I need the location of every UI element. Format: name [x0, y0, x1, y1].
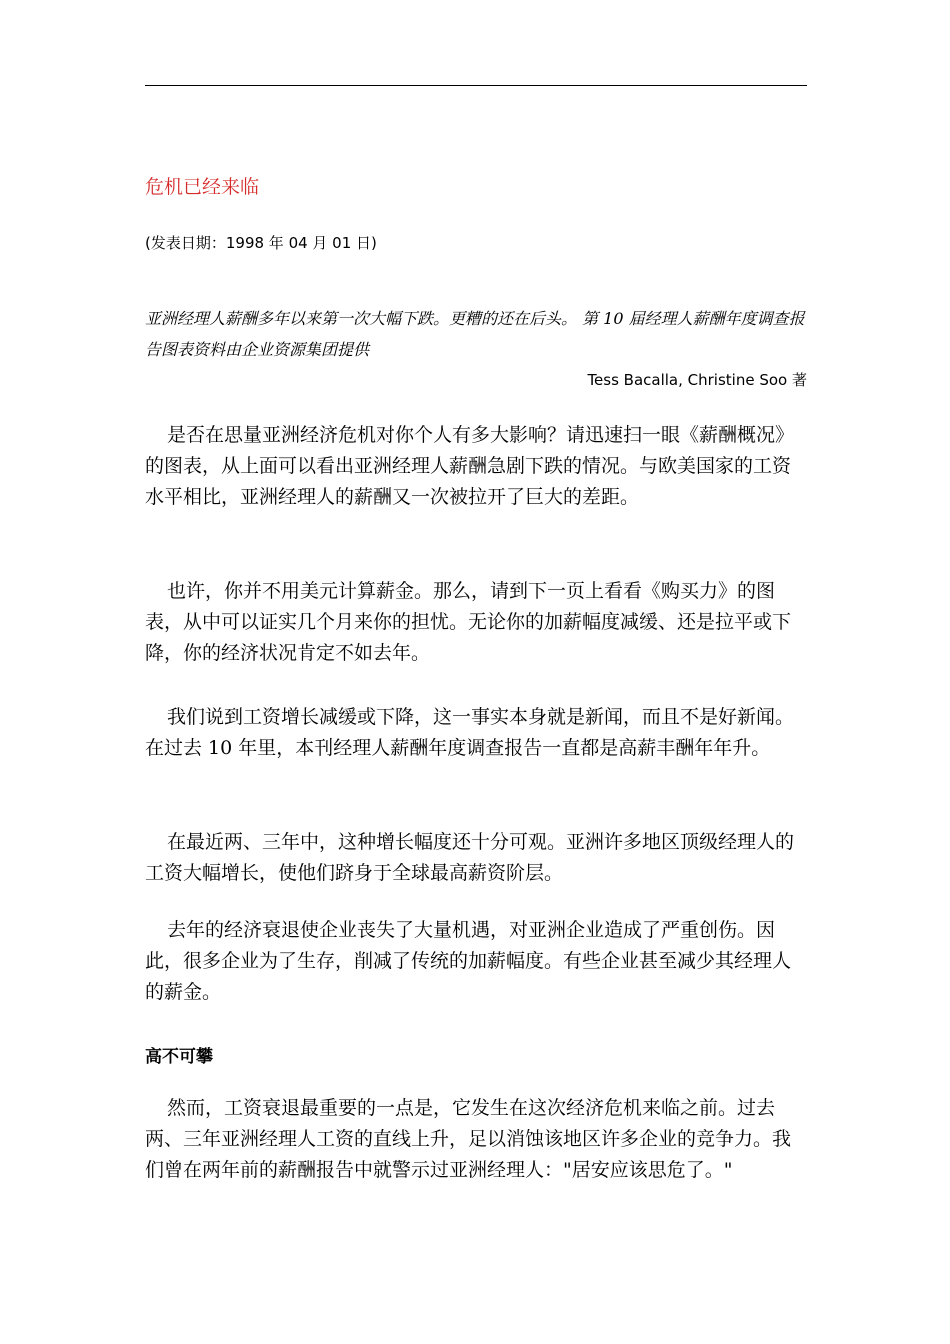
paragraph-text: 也许，你并不用美元计算薪金。那么，请到下一页上看看《购买力》的图表，从中可以证实几个月来你的担忧。无论你的加薪幅度减缓、还是拉平或下降，你的经济状况肯定不如去年。: [145, 580, 792, 664]
body-paragraph-1: [145, 420, 807, 513]
body-paragraph-2: [145, 576, 807, 669]
body-paragraph-5: [145, 915, 807, 1008]
publication-date: (发表日期：1998 年 04 月 01 日): [145, 234, 377, 252]
body-paragraph-4: [145, 827, 807, 889]
article-summary: 亚洲经理人薪酬多年以来第一次大幅下跌。更糟的还在后头。 第 10 届经理人薪酬年度调查报告图表资料由企业资源集团提供: [145, 309, 805, 359]
body-paragraph-3: [145, 702, 807, 764]
section-subheading: 高不可攀: [145, 1047, 213, 1067]
document-page: [145, 0, 807, 1344]
paragraph-text: 是否在思量亚洲经济危机对你个人有多大影响？请迅速扫一眼《薪酬概况》的图表，从上面可以看出亚洲经理人薪酬急剧下跌的情况。与欧美国家的工资水平相比，亚洲经理人的薪酬又一次被拉开了巨大的差距。: [145, 424, 795, 508]
article-byline: Tess Bacalla, Christine Soo 著: [587, 371, 807, 389]
paragraph-text: 我们说到工资增长减缓或下降，这一事实本身就是新闻，而且不是好新闻。在过去 10 年里，本刊经理人薪酬年度调查报告一直都是高薪丰酬年年升。: [145, 706, 795, 759]
paragraph-text: 然而，工资衰退最重要的一点是，它发生在这次经济危机来临之前。过去两、三年亚洲经理人工资的直线上升，足以消蚀该地区许多企业的竞争力。我们曾在两年前的薪酬报告中就警示过亚洲经理人："居安应该思危了。": [145, 1097, 792, 1181]
article-title: 危机已经来临: [145, 176, 260, 198]
paragraph-text: 去年的经济衰退使企业丧失了大量机遇，对亚洲企业造成了严重创伤。因此，很多企业为了生存，削减了传统的加薪幅度。有些企业甚至减少其经理人的薪金。: [145, 919, 792, 1003]
body-paragraph-6: [145, 1093, 807, 1186]
paragraph-text: 在最近两、三年中，这种增长幅度还十分可观。亚洲许多地区顶级经理人的工资大幅增长，使他们跻身于全球最高薪资阶层。: [145, 831, 795, 884]
header-rule: [145, 85, 807, 86]
